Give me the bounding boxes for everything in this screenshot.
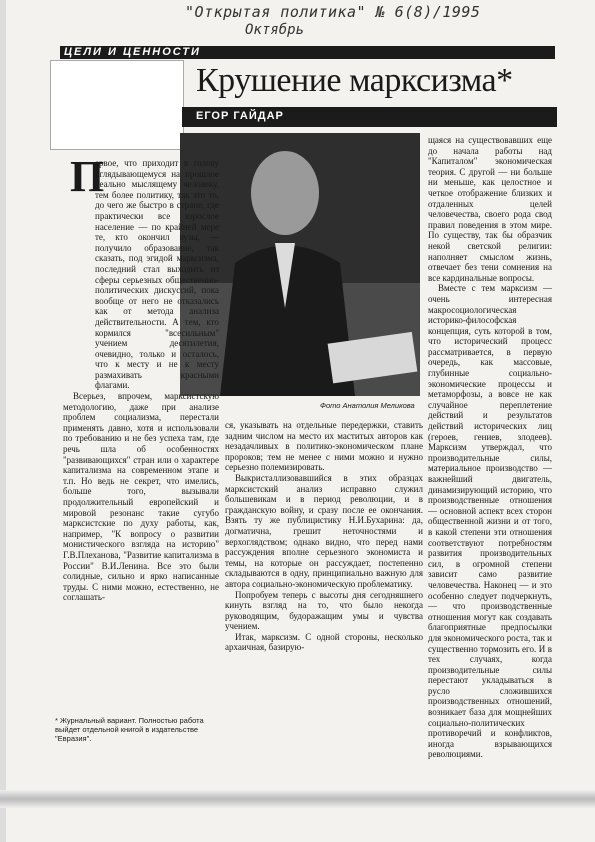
column-1 bbox=[63, 158, 219, 603]
paragraph: щаяся на существовавших еще до начала работы над "Капиталом" экономическая теория. С другой — ни больше ни меньше, как целостное и четкое отображение близких и отдаленных целей человечества, своего рода свод правил поведения в этом мире. По существу, так бы образчик некой светской религии: наполняет смыслом жизнь, отвечает без тени сомнения на все кардинальные вопросы. bbox=[428, 135, 552, 283]
paragraph: Вместе с тем марксизм — очень интересная макросоциологическая историко-философская концепция, суть которой в том, что исторический процесс рассматривается, в первую очередь, как массовые, глубинные социально-экономические процессы и метаморфозы, а вовсе не как случайное переплетение действий и результатов действий исторических лиц (героев, гениев, злодеев). Марксизм утверждал, что производительные силы, материальное производство — важнейший двигатель, динамизирующий историю, что производственные отношения — основной аспект всех сторон общественной жизни и от того, в какой степени эти отношения соответствуют потребностям развития производительных сил, в огромной степени зависит само развитие человечества. Наконец — и это особенно следует подчеркнуть, — что производственные отношения могут как создавать благоприятные предпосылки для экономического роста, так и существенно тормозить его. И в тех случаях, когда производительные силы перестают укладываться в русло сложившихся производственных отношений, возникает база для мощнейших социально-политических противоречий и конфликтов, иногда взрывающихся революциями. bbox=[428, 283, 553, 760]
author-name: ЕГОР ГАЙДАР bbox=[196, 110, 284, 122]
rubric: ЦЕЛИ И ЦЕННОСТИ bbox=[64, 46, 201, 58]
handwritten-source: "Открытая политика" № 6(8)/1995 bbox=[185, 3, 481, 21]
paragraph: Попробуем теперь с высоты дня сегодняшнего кинуть взгляд на то, что было некогда руководящим, будоражащим умы и чувства учением. bbox=[225, 589, 423, 632]
paragraph: Итак, марксизм. С одной стороны, несколько архаичная, базирую- bbox=[225, 631, 423, 653]
paragraph: Всерьез, впрочем, марксистскую методологию, даже при анализе проблем социализма, перестали применять давно, хотя и использовали по требованию и не без успеха там, где речь шла об особенностях "развивающихся" стран или о характере капитализма на современном этапе и т.п. Но ведь не секрет, что имелись, больше того, вызывали продолжительный европейский и мировой резонанс такие сугубо марксистские по духу работы, как, например, "К вопросу о развитии монистического взгляда на историю" Г.В.Плеханова, "Развитие капитализма в России" В.И.Ленина. Все это были солидные, сильно и ярко написанные труды. С ними можно, естественно, не соглашать- bbox=[63, 391, 219, 603]
article-title: Крушение марксизма* bbox=[196, 62, 513, 99]
paragraph: Выкристаллизовавшийся в этих образцах марксистский анализ исправно служил большевикам и в период революции, и в гражданскую войну, и сразу после ее окончания. Взять ту же публицистику Н.И.Бухарина: да, догматична, грешит неточностями и верхоглядством; однако видно, что перед нами рассуждения вполне серьезного экономиста и темы, на которые он рассуждает, постепенно складываются в одну, принципиально важную для автора социально-экономическую проблематику. bbox=[225, 472, 423, 589]
column-2 bbox=[225, 420, 423, 653]
column-3 bbox=[428, 135, 552, 760]
scan-band bbox=[0, 790, 595, 808]
paragraph: ся, указывать на отдельные передержки, ставить задним числом на место их маститых авторов как незадачливых в политико-экономическом плане пророков; тем не менее с ними можно и нужно серьезно полемизировать. bbox=[225, 420, 423, 473]
photo-caption: Фото Анатолия Меликова bbox=[320, 401, 415, 410]
paragraph: ервое, что приходит в голову оглядывающемуся на прошлое реально мыслящему человеку, тем более политику, так это то, до чего же быстро в стране, где практически все взрослое население — по крайней мере те, кто окончил вузы, — получило образование, так сказать, под эгидой марксизма, последний стал выходить из сферы серьезных общественно-политических дискуссий, пока вообще от него не отказались как от метода анализа действительности. А тем, кто кормился "всесильным" учением десятилетия, очевидно, только и осталось, что к месту и не к месту размахивать красными флагами. bbox=[95, 158, 219, 391]
blank-box bbox=[50, 60, 184, 150]
footnote: * Журнальный вариант. Полностью работа выйдет отдельной книгой в издательстве "Евразия". bbox=[55, 716, 204, 743]
drop-cap: П bbox=[70, 152, 105, 201]
handwritten-month: Октябрь bbox=[245, 22, 305, 38]
scan-edge bbox=[0, 0, 6, 842]
